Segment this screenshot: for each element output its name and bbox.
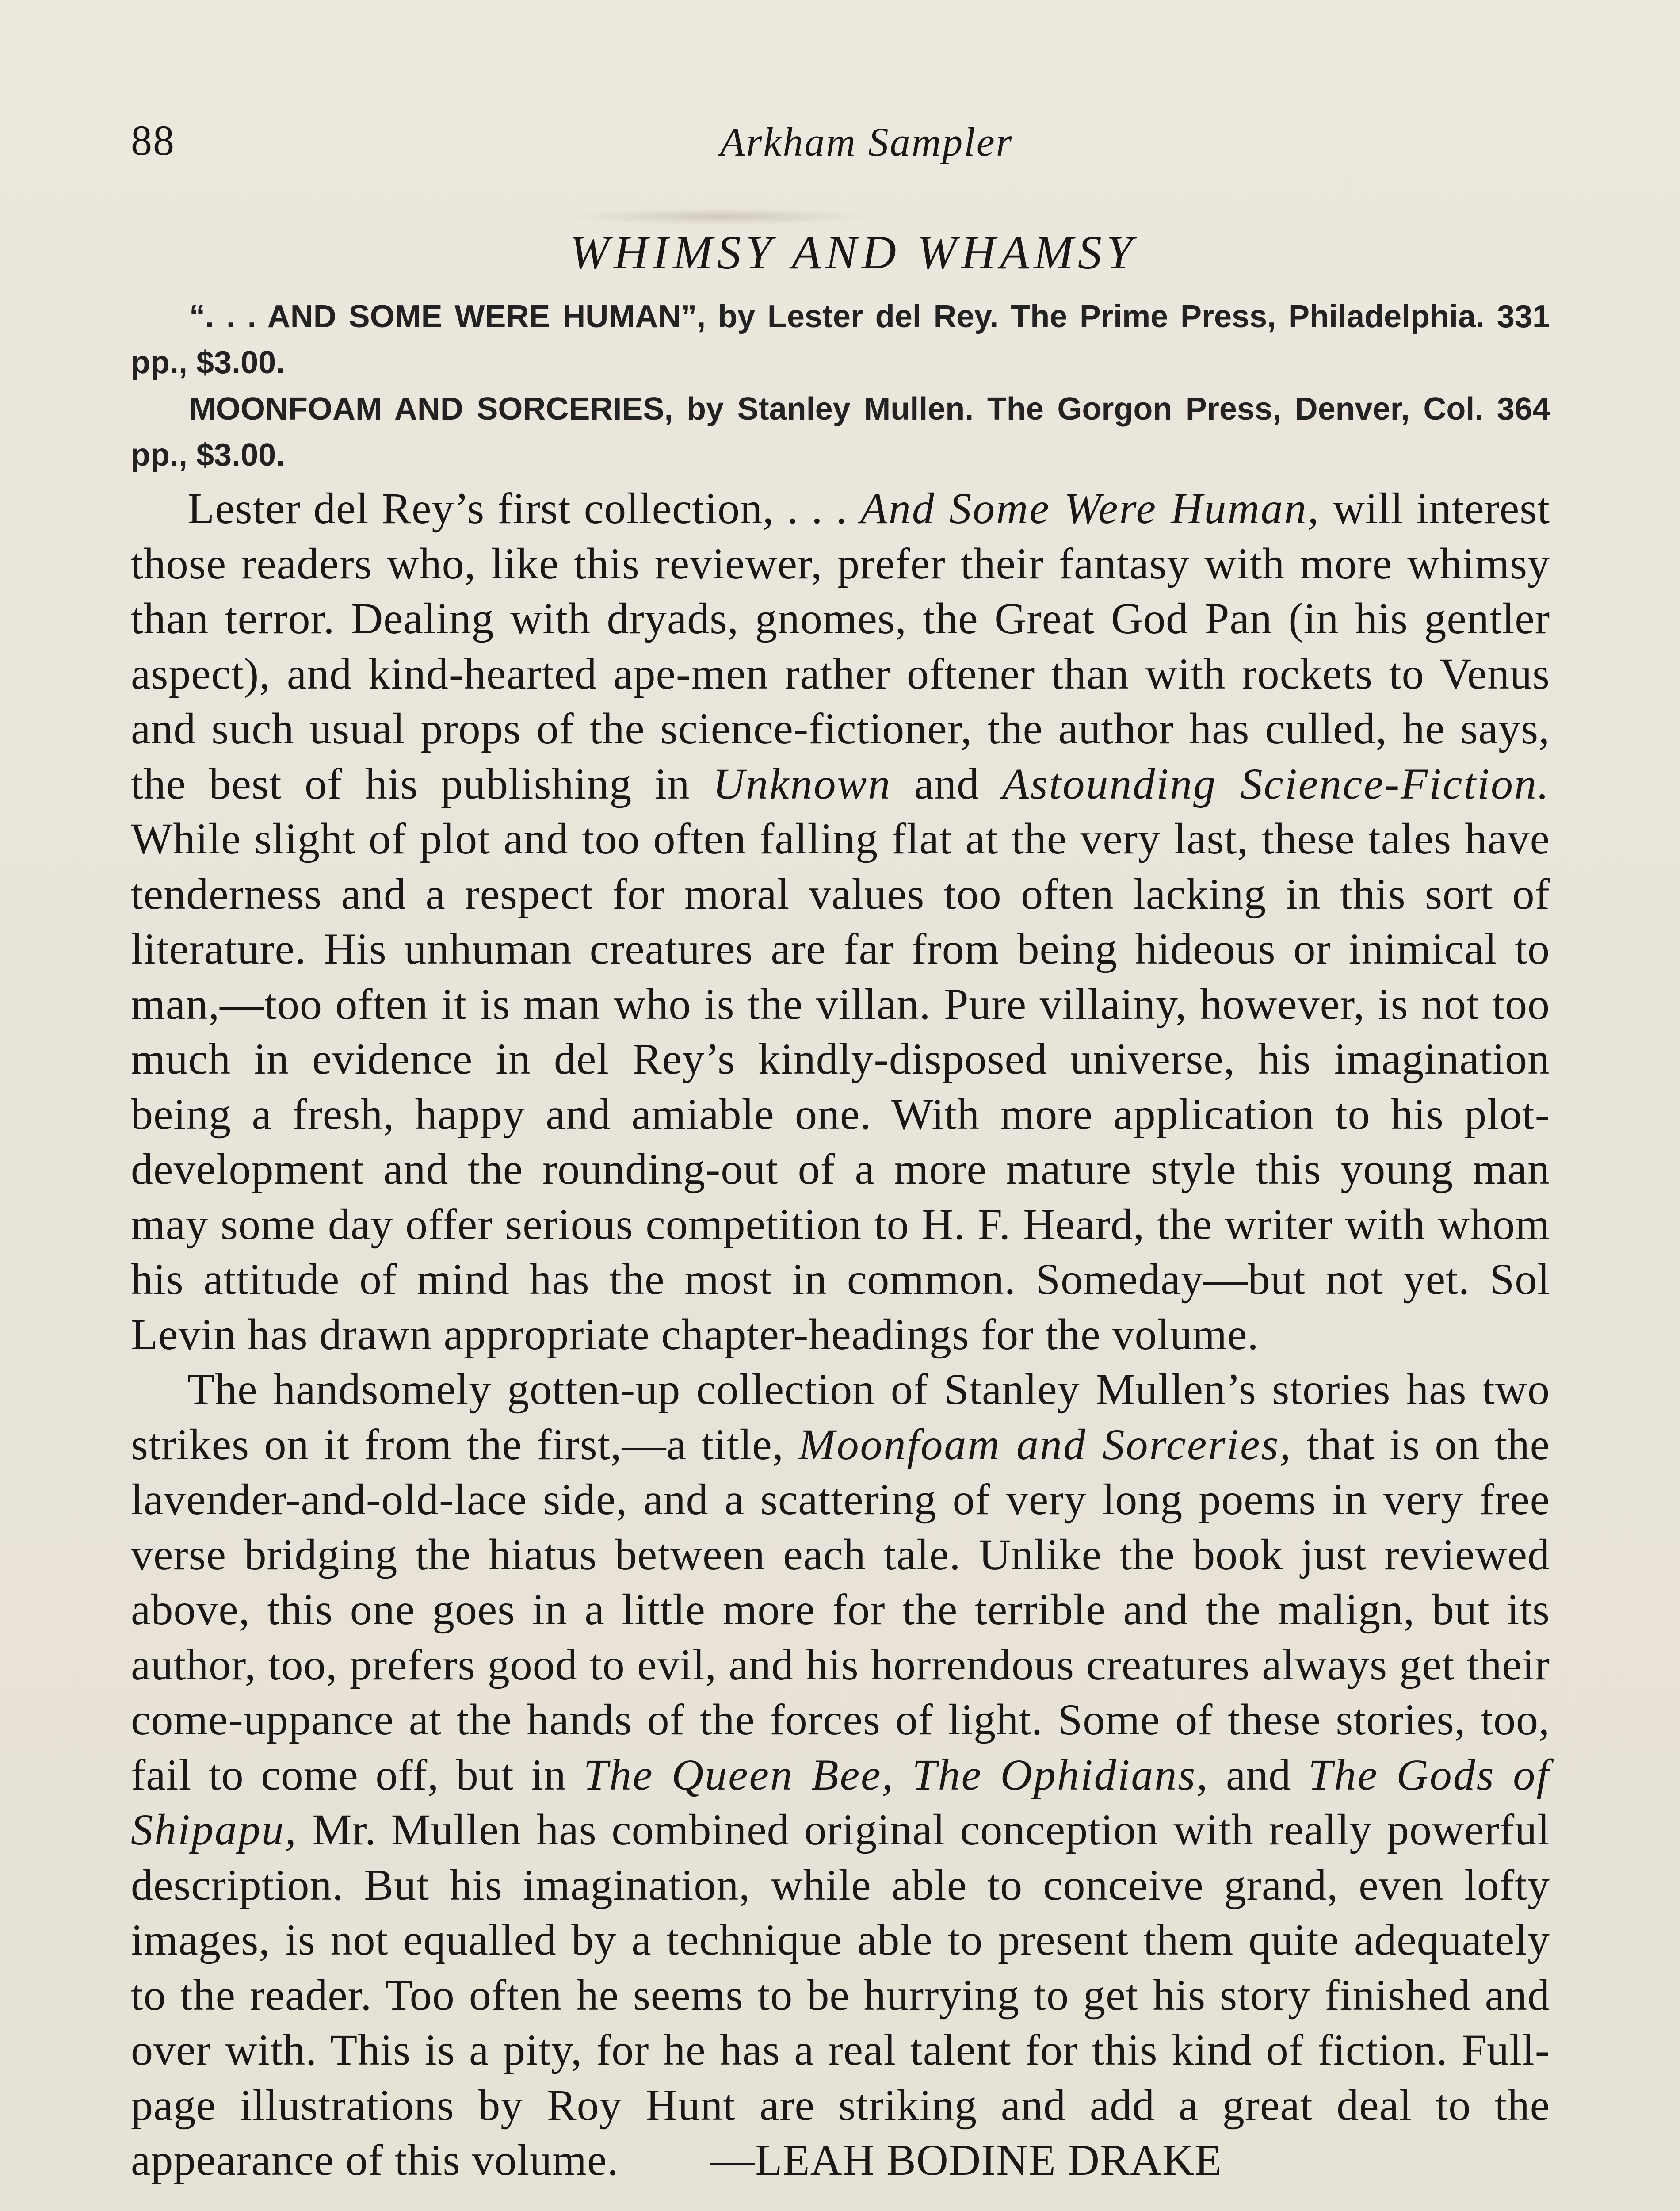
p2-story-titles: The Queen Bee, The Ophidians, xyxy=(583,1750,1209,1799)
p1-text-c: and xyxy=(891,759,1002,808)
p1-book-title: And Some Were Human, xyxy=(860,484,1320,533)
article-title: WHIMSY AND WHAMSY xyxy=(569,226,1137,279)
reviewer-signature: —LEAH BODINE DRAKE xyxy=(710,2135,1222,2184)
page-number: 88 xyxy=(131,117,175,164)
p1-text-a: Lester del Rey’s first collection, . . . xyxy=(187,484,860,533)
bibliography-entry-1: “. . . AND SOME WERE HUMAN”, by Lester del Rey. The Prime Press, Philadelphia. 331 pp., $3.00. xyxy=(131,299,1550,380)
p2-story-title-3: The Gods of Shipapu, xyxy=(131,1750,1550,1854)
paper-crease xyxy=(566,208,875,226)
review-body xyxy=(131,481,1550,2188)
running-title: Arkham Sampler xyxy=(720,119,1013,164)
p1-text-d: While slight of plot and too often falling flat at the very last, these tales have tenderness and a respect for moral values too often lacking in this sort of literature. His unhuman creatures are far from being hideous or inimical to man,—too often it is man who is the villan. Pure villainy, however, is not too much in evidence in del Rey’s kindly-disposed universe, his imagination being a fresh, happy and amiable one. With more application to his plot-development and the rounding-out of a more mature style this young man may some day offer serious competition to H. F. Heard, the writer with whom his attitude of mind has the most in common. Someday—but not yet. Sol Levin has drawn appropriate chapter-headings for the volume. xyxy=(131,814,1550,1359)
paragraph-2 xyxy=(131,1362,1550,2188)
bibliography-entry-2: MOONFOAM AND SORCERIES, by Stanley Mullen. The Gorgon Press, Denver, Col. 364 pp., $3.00. xyxy=(131,391,1550,473)
p2-text-a: The handsomely gotten-up collection of Stanley Mullen’s stories has two strikes on it from the first,—a title, xyxy=(131,1365,1550,1469)
p1-text-b: will interest those readers who, like this reviewer, prefer their fantasy with more whimsy than terror. Dealing with dryads, gnomes, the Great God Pan (in his gentler aspect), and kind-hearted ape-men rather oftener than with rockets to Venus and such usual props of the science-fictioner, the author has culled, he says, the best of his publishing in xyxy=(131,484,1550,808)
p1-magazine-title-1: Unknown xyxy=(712,759,892,808)
p1-magazine-title-2: Astounding Science-Fiction. xyxy=(1002,759,1550,808)
p2-text-b: that is on the lavender-and-old-lace side, and a scattering of very long poems in very free verse bridging the hiatus between each tale. Unlike the book just reviewed above, this one goes in a little more for the terrible and the malign, but its author, too, prefers good to evil, and his horrendous creatures always get their come-uppance at the hands of the forces of light. Some of these stories, too, fail to come off, but in xyxy=(131,1419,1550,1799)
paragraph-1 xyxy=(131,481,1550,1362)
p2-book-title: Moonfoam and Sorceries, xyxy=(798,1419,1292,1469)
p2-text-c: and xyxy=(1209,1750,1308,1799)
p2-text-d: Mr. Mullen has combined original conception with really powerful description. But his imagination, while able to conceive grand, even lofty images, is not equalled by a technique able to present them quite adequately to the reader. Too often he seems to be hurrying to get his story finished and over with. This is a pity, for he has a real talent for this kind of fiction. Full-page illustrations by Roy Hunt are striking and add a great deal to the appearance of this volume. xyxy=(131,1805,1550,2184)
